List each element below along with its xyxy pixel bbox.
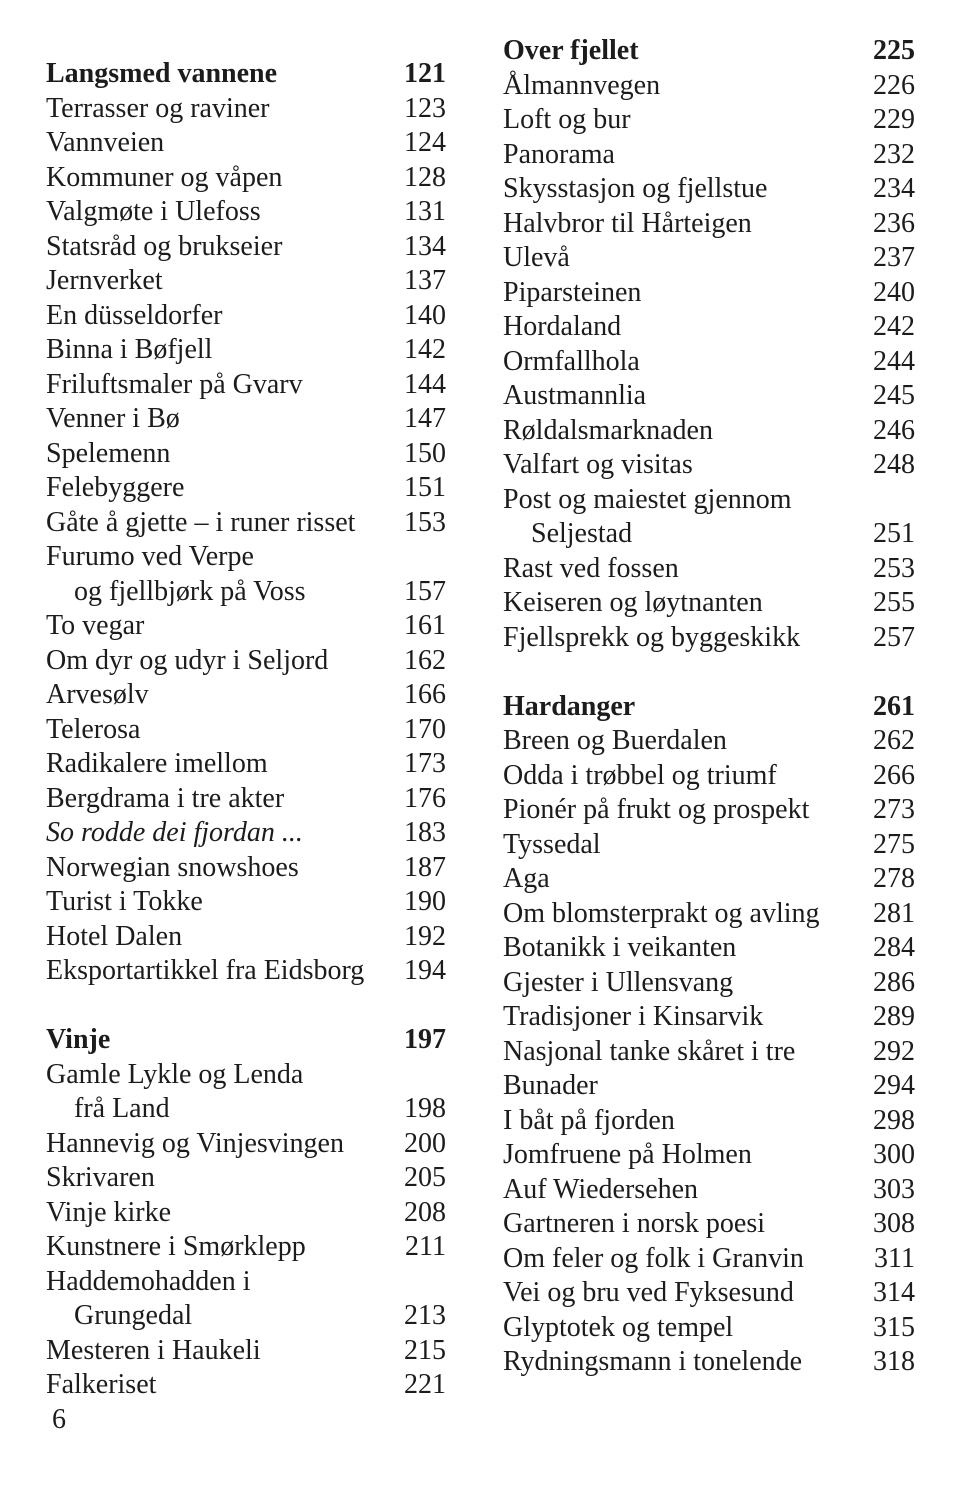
toc-entry	[503, 1137, 915, 1173]
toc-entry	[46, 850, 446, 886]
entry-title: Hotel Dalen	[46, 920, 183, 952]
toc-entry	[503, 102, 915, 138]
entry-title: Gamle Lykle og Lenda	[46, 1058, 304, 1090]
toc-entry	[503, 965, 915, 1001]
entry-title: Jomfruene på Holmen	[503, 1139, 752, 1170]
toc-entry	[46, 436, 446, 472]
toc-entry	[503, 1103, 915, 1139]
toc-entry	[503, 275, 915, 311]
entry-title: Om dyr og udyr i Seljord	[46, 644, 329, 676]
toc-entry	[503, 1310, 915, 1346]
entry-page-number: 173	[404, 748, 446, 779]
toc-entry	[503, 447, 915, 483]
entry-page-number: 245	[873, 380, 915, 411]
entry-page-number: 286	[873, 966, 915, 998]
entry-page-number: 200	[404, 1127, 446, 1159]
entry-page-number: 251	[873, 518, 915, 549]
entry-page-number: 151	[404, 472, 446, 503]
toc-entry	[46, 539, 446, 575]
entry-page-number: 300	[873, 1139, 915, 1170]
entry-page-number: 221	[404, 1369, 446, 1400]
toc-entry	[46, 332, 446, 368]
entry-title: Falkeriset	[46, 1369, 157, 1400]
entry-title: Rydningsmann i tonelende	[503, 1346, 803, 1377]
entry-title: Friluftsmaler på Gvarv	[46, 368, 303, 400]
entry-title: Skrivaren	[46, 1162, 155, 1193]
entry-page-number: 284	[873, 932, 915, 963]
toc-entry	[503, 1034, 915, 1070]
entry-page-number: 128	[404, 161, 446, 193]
toc-entry	[503, 1172, 915, 1208]
entry-page-number: 311	[874, 1242, 915, 1274]
entry-page-number: 289	[873, 1001, 915, 1032]
section-heading	[46, 56, 446, 92]
entry-page-number: 281	[873, 897, 915, 929]
entry-page-number: 213	[404, 1300, 446, 1331]
entry-title: Tyssedal	[503, 828, 601, 860]
entry-page-number: 153	[404, 506, 446, 538]
toc-entry	[503, 930, 915, 966]
entry-title: Botanikk i veikanten	[503, 932, 737, 963]
entry-page-number: 315	[873, 1311, 915, 1343]
entry-page-number: 242	[873, 311, 915, 342]
toc-entry	[46, 470, 446, 506]
entry-title: Loft og bur	[503, 104, 631, 135]
toc-entry	[503, 516, 915, 552]
toc-entry	[503, 723, 915, 759]
entry-title: Nasjonal tanke skåret i tre	[503, 1035, 796, 1067]
entry-page-number: 318	[873, 1346, 915, 1377]
toc-entry	[46, 160, 446, 196]
entry-title: Vinje kirke	[46, 1196, 172, 1228]
toc-entry	[503, 206, 915, 242]
entry-page-number: 137	[404, 265, 446, 296]
toc-entry	[503, 758, 915, 794]
entry-title: Breen og Buerdalen	[503, 725, 727, 756]
entry-title: En düsseldorfer	[46, 299, 223, 331]
entry-title: Ormfallhola	[503, 345, 640, 377]
entry-title: Rast ved fossen	[503, 552, 679, 584]
entry-title: Post og maiestet gjennom	[503, 483, 792, 515]
entry-page-number: 273	[873, 794, 915, 825]
entry-title: Vinje	[46, 1024, 111, 1055]
entry-title: Langsmed vannene	[46, 58, 278, 89]
section-heading	[503, 689, 915, 725]
toc-entry	[503, 585, 915, 621]
toc-entry	[46, 1160, 446, 1196]
page-number: 6	[52, 1404, 66, 1435]
toc-entry	[503, 171, 915, 207]
entry-title: Venner i Bø	[46, 403, 180, 434]
toc-entry	[46, 815, 446, 851]
entry-title: Odda i trøbbel og triumf	[503, 759, 777, 791]
entry-page-number: 308	[873, 1208, 915, 1239]
entry-page-number: 161	[404, 610, 446, 641]
toc-entry	[503, 896, 915, 932]
toc-entry	[46, 229, 446, 265]
entry-title: Om blomsterprakt og avling	[503, 897, 820, 929]
entry-title: Telerosa	[46, 713, 141, 745]
entry-title: Hannevig og Vinjesvingen	[46, 1127, 344, 1159]
toc-entry	[503, 309, 915, 345]
entry-title: Statsråd og brukseier	[46, 230, 283, 262]
entry-title: Vei og bru ved Fyksesund	[503, 1277, 794, 1308]
entry-title: Furumo ved Verpe	[46, 541, 254, 572]
entry-page-number: 229	[873, 104, 915, 135]
toc-entry	[503, 1241, 915, 1277]
toc-entry	[503, 137, 915, 173]
entry-page-number: 187	[404, 851, 446, 883]
entry-title: Om feler og folk i Granvin	[503, 1242, 804, 1274]
toc-entry	[46, 884, 446, 920]
entry-page-number: 237	[873, 242, 915, 273]
toc-entry	[46, 298, 446, 334]
toc-entry	[46, 367, 446, 403]
toc-entry	[46, 1229, 446, 1265]
entry-title: Felebyggere	[46, 472, 185, 503]
entry-title: Hordaland	[503, 311, 622, 342]
toc-entry	[46, 1298, 446, 1334]
entry-page-number: 162	[404, 644, 446, 676]
toc-entry	[503, 68, 915, 104]
entry-title: Grungedal	[74, 1300, 193, 1331]
entry-title: Tradisjoner i Kinsarvik	[503, 1001, 764, 1032]
toc-entry	[46, 712, 446, 748]
entry-page-number: 255	[873, 587, 915, 618]
entry-title: Halvbror til Hårteigen	[503, 207, 752, 239]
entry-title: Auf Wiedersehen	[503, 1173, 699, 1205]
entry-page-number: 144	[404, 368, 446, 400]
entry-title: Valfart og visitas	[503, 449, 693, 480]
entry-title: Piparsteinen	[503, 276, 642, 308]
entry-page-number: 253	[873, 552, 915, 584]
entry-page-number: 134	[404, 230, 446, 262]
entry-title: Pionér på frukt og prospekt	[503, 794, 810, 825]
entry-page-number: 215	[404, 1334, 446, 1366]
entry-page-number: 257	[873, 621, 915, 653]
toc-entry	[46, 953, 446, 989]
entry-title: Gjester i Ullensvang	[503, 966, 734, 998]
entry-title: Panorama	[503, 138, 615, 170]
entry-title: Fjellsprekk og byggeskikk	[503, 621, 801, 653]
entry-title: Bergdrama i tre akter	[46, 782, 285, 814]
entry-title: Vannveien	[46, 127, 165, 158]
entry-page-number: 142	[404, 334, 446, 365]
toc-entry	[503, 1275, 915, 1311]
entry-title: Jernverket	[46, 265, 163, 296]
toc-entry	[503, 1068, 915, 1104]
entry-page-number: 232	[873, 138, 915, 170]
toc-entry	[503, 240, 915, 276]
entry-page-number: 292	[873, 1035, 915, 1067]
toc-entry	[503, 1344, 915, 1380]
entry-page-number: 211	[405, 1231, 446, 1262]
entry-page-number: 176	[404, 782, 446, 814]
entry-page-number: 194	[404, 955, 446, 986]
entry-page-number: 246	[873, 414, 915, 446]
entry-title: Kunstnere i Smørklepp	[46, 1231, 306, 1262]
entry-title: Valgmøte i Ulefoss	[46, 196, 261, 227]
entry-page-number: 183	[404, 817, 446, 848]
entry-page-number: 298	[873, 1104, 915, 1136]
section-heading	[46, 1022, 446, 1058]
entry-title: Binna i Bøfjell	[46, 334, 213, 365]
toc-entry	[46, 125, 446, 161]
entry-page-number: 131	[404, 196, 446, 227]
entry-title: Gåte å gjette – i runer risset	[46, 506, 356, 538]
toc-entry	[46, 643, 446, 679]
toc-entry	[46, 1091, 446, 1127]
entry-title: Turist i Tokke	[46, 886, 203, 917]
entry-title: Gartneren i norsk poesi	[503, 1208, 766, 1239]
toc-entry	[46, 1057, 446, 1093]
toc-entry	[46, 677, 446, 713]
entry-title: Spelemenn	[46, 437, 171, 469]
entry-title: Glyptotek og tempel	[503, 1311, 734, 1343]
entry-page-number: 147	[404, 403, 446, 434]
toc-entry	[46, 608, 446, 644]
toc-entry	[46, 1126, 446, 1162]
entry-title: I båt på fjorden	[503, 1104, 675, 1136]
entry-title: Skysstasjon og fjellstue	[503, 173, 768, 204]
entry-title: frå Land	[74, 1093, 170, 1124]
entry-title: So rodde dei fjordan ...	[46, 817, 303, 848]
entry-title: Eksportartikkel fra Eidsborg	[46, 955, 365, 986]
toc-entry	[46, 746, 446, 782]
toc-entry	[503, 1206, 915, 1242]
entry-title: Radikalere imellom	[46, 748, 268, 779]
entry-page-number: 170	[404, 713, 446, 745]
entry-title: Aga	[503, 863, 550, 894]
toc-entry	[503, 482, 915, 518]
entry-page-number: 261	[873, 690, 915, 722]
entry-page-number: 248	[873, 449, 915, 480]
entry-page-number: 208	[404, 1196, 446, 1228]
entry-title: Hardanger	[503, 690, 636, 722]
entry-title: Arvesølv	[46, 679, 149, 710]
toc-entry	[46, 781, 446, 817]
entry-page-number: 157	[404, 575, 446, 607]
entry-page-number: 240	[873, 276, 915, 308]
toc-entry	[503, 344, 915, 380]
toc-entry	[503, 861, 915, 897]
section-spacer	[46, 988, 446, 1024]
toc-entry	[46, 1264, 446, 1300]
entry-title: Mesteren i Haukeli	[46, 1334, 261, 1366]
entry-title: Haddemohadden i	[46, 1265, 251, 1297]
toc-entry	[46, 194, 446, 230]
toc-entry	[46, 91, 446, 127]
toc-entry	[503, 551, 915, 587]
entry-title: Over fjellet	[503, 35, 639, 66]
entry-page-number: 236	[873, 207, 915, 239]
entry-title: Keiseren og løytnanten	[503, 587, 763, 618]
entry-title: Seljestad	[531, 518, 633, 549]
toc-entry	[46, 505, 446, 541]
toc-entry	[503, 827, 915, 863]
section-spacer	[503, 654, 915, 690]
entry-title: Bunader	[503, 1070, 598, 1101]
entry-title: Austmannlia	[503, 380, 647, 411]
entry-page-number: 278	[873, 863, 915, 894]
entry-page-number: 275	[873, 828, 915, 860]
entry-title: Terrasser og raviner	[46, 92, 270, 124]
toc-entry	[46, 1367, 446, 1403]
entry-page-number: 205	[404, 1162, 446, 1193]
toc-entry	[503, 620, 915, 656]
toc-entry	[46, 1195, 446, 1231]
entry-page-number: 190	[404, 886, 446, 917]
entry-page-number: 294	[873, 1070, 915, 1101]
entry-page-number: 166	[404, 679, 446, 710]
toc-entry	[503, 413, 915, 449]
entry-title: og fjellbjørk på Voss	[74, 575, 306, 607]
entry-page-number: 192	[404, 920, 446, 952]
entry-page-number: 303	[873, 1173, 915, 1205]
entry-page-number: 234	[873, 173, 915, 204]
entry-page-number: 124	[404, 127, 446, 158]
entry-page-number: 150	[404, 437, 446, 469]
toc-entry	[46, 574, 446, 610]
entry-page-number: 314	[873, 1277, 915, 1308]
toc-entry	[46, 401, 446, 437]
toc-entry	[46, 1333, 446, 1369]
toc-entry	[46, 919, 446, 955]
entry-page-number: 140	[404, 299, 446, 331]
toc-entry	[503, 378, 915, 414]
entry-page-number: 198	[404, 1093, 446, 1124]
toc-entry	[503, 999, 915, 1035]
entry-page-number: 121	[404, 58, 446, 89]
entry-title: Kommuner og våpen	[46, 161, 283, 193]
section-heading	[503, 33, 915, 69]
entry-page-number: 262	[873, 725, 915, 756]
entry-page-number: 225	[873, 35, 915, 66]
entry-title: Norwegian snowshoes	[46, 851, 299, 883]
entry-title: Ålmannvegen	[503, 69, 661, 101]
toc-entry	[503, 792, 915, 828]
entry-title: Ulevå	[503, 242, 570, 273]
entry-page-number: 123	[404, 92, 446, 124]
entry-page-number: 197	[404, 1024, 446, 1055]
entry-title: Røldalsmarknaden	[503, 414, 713, 446]
entry-page-number: 226	[873, 69, 915, 101]
toc-entry	[46, 263, 446, 299]
entry-title: To vegar	[46, 610, 145, 641]
entry-page-number: 266	[873, 759, 915, 791]
entry-page-number: 244	[873, 345, 915, 377]
